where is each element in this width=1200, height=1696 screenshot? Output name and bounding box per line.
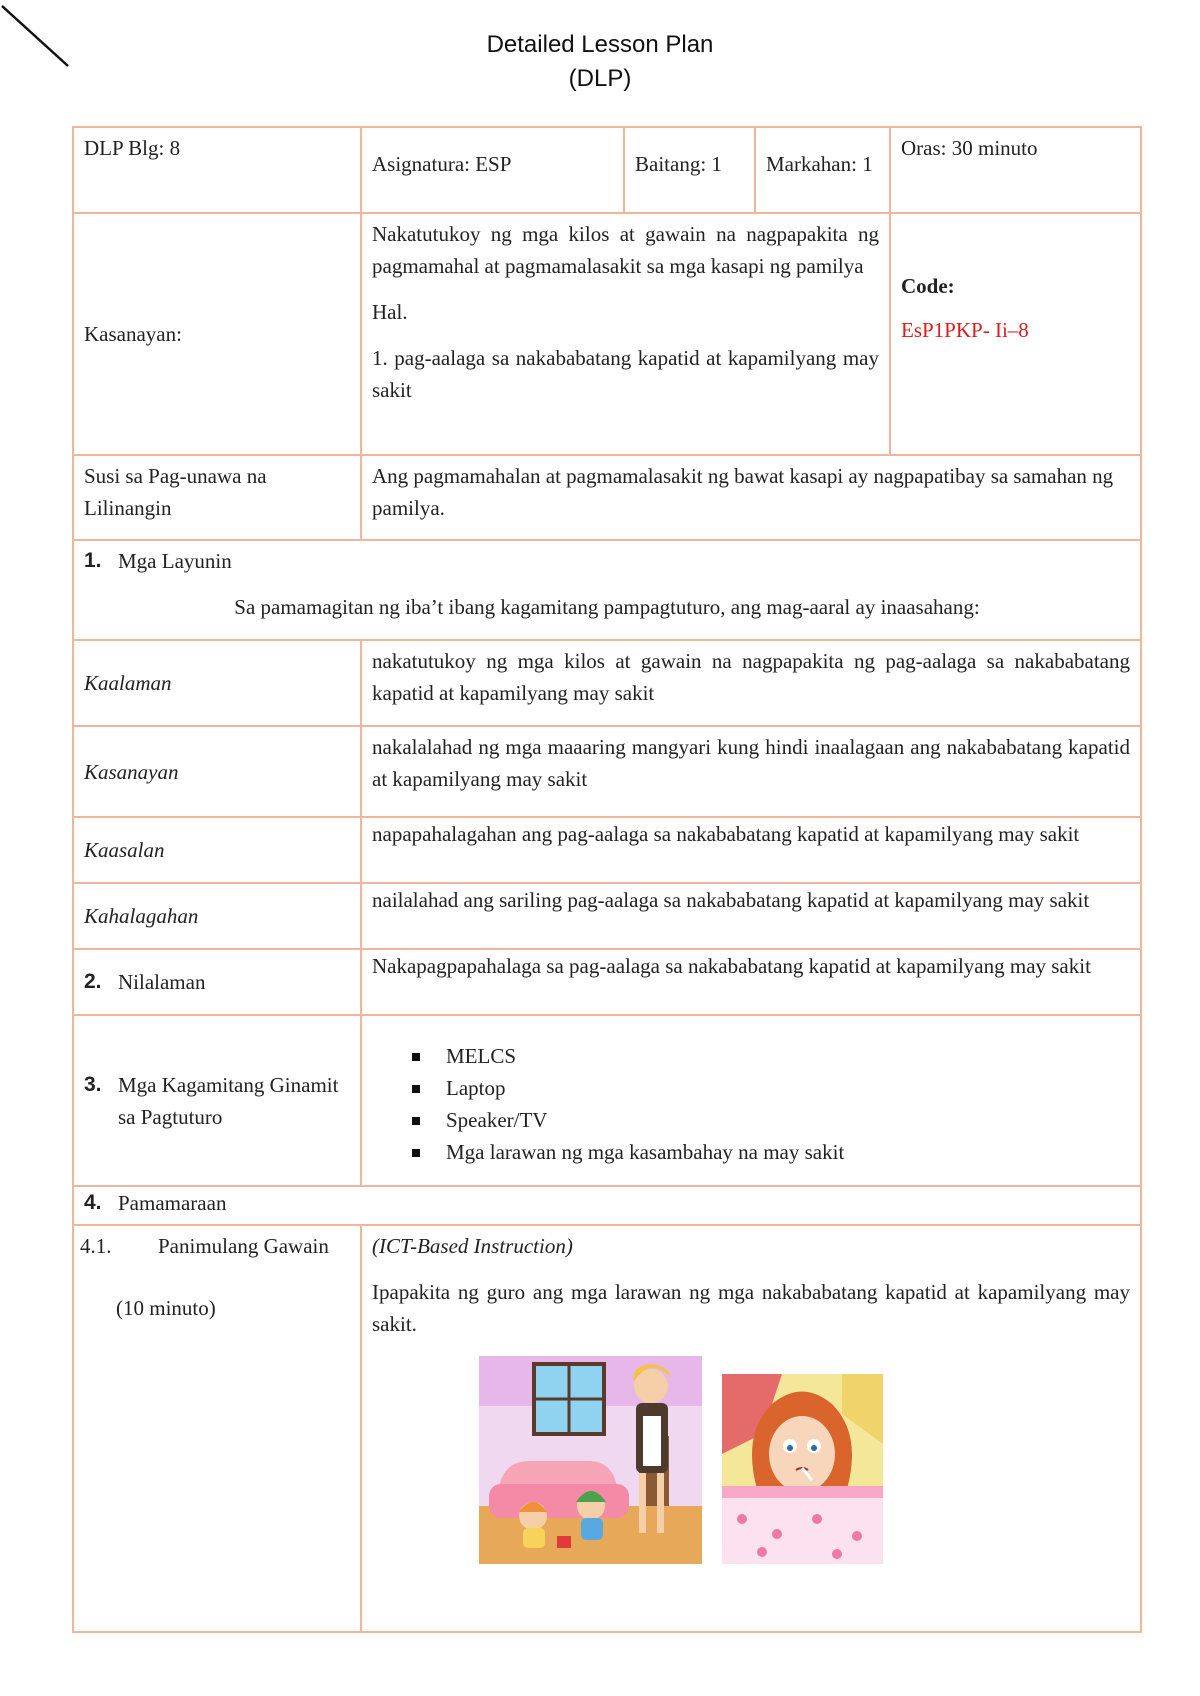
domain-row xyxy=(73,640,1141,726)
panimula-cell xyxy=(73,1225,361,1632)
list-item: Mga larawan ng mga kasambahay na may sakit xyxy=(412,1136,1130,1168)
materials-list xyxy=(372,1040,1130,1168)
nilalaman-cell xyxy=(73,949,361,1015)
nilalaman-text: Nakapagpapahalaga sa pag-aalaga sa nakababatang kapatid at kapamilyang may sakit xyxy=(361,949,1141,1015)
kasanayan-text: Nakatutukoy ng mga kilos at gawain na nagpapakita ng pagmamahal at pagmamalasakit sa mga kasapi ng pamilya xyxy=(372,222,879,278)
list-item: MELCS xyxy=(412,1040,1130,1072)
quarter: Markahan: 1 xyxy=(755,127,890,213)
domain-text: nailalahad ang sariling pag-aalaga sa nakababatang kapatid at kapamilyang may sakit xyxy=(361,883,1141,949)
illustrations xyxy=(372,1356,1130,1576)
kagamitan-heading xyxy=(84,1069,350,1133)
domain-row xyxy=(73,883,1141,949)
title-line-2: (DLP) xyxy=(568,65,632,92)
page-title xyxy=(0,28,1200,96)
layunin-heading xyxy=(84,545,1130,577)
panimula-row xyxy=(73,1225,1141,1632)
panimula-content xyxy=(361,1225,1141,1632)
subject: Asignatura: ESP xyxy=(361,127,624,213)
domain-label: Kasanayan xyxy=(73,726,361,817)
duration: Oras: 30 minuto xyxy=(890,127,1141,213)
layunin-intro: Sa pamamagitan ng iba’t ibang kagamitang pampagtuturo, ang mag-aaral ay inaasahang: xyxy=(234,595,980,619)
pamamaraan-row xyxy=(73,1186,1141,1225)
code-value: EsP1PKP- Ii–8 xyxy=(901,318,1029,342)
kasanayan-row xyxy=(73,213,1141,455)
grade-level: Baitang: 1 xyxy=(624,127,755,213)
panimula-number: 4.1. xyxy=(80,1234,112,1258)
domain-text: nakalalahad ng mga maaaring mangyari kung hindi inaalagaan ang nakababatang kapatid at kapamilyang may sakit xyxy=(361,726,1141,817)
domain-text: napapahalagahan ang pag-aalaga sa nakababatang kapatid at kapamilyang may sakit xyxy=(361,817,1141,883)
kagamitan-number: 3. xyxy=(84,1072,102,1096)
susi-row xyxy=(73,455,1141,540)
info-row xyxy=(73,127,1141,213)
layunin-label: Mga Layunin xyxy=(118,549,232,573)
kasanayan-content xyxy=(361,213,890,455)
panimula-duration: (10 minuto) xyxy=(116,1296,216,1320)
pamamaraan-cell xyxy=(73,1186,1141,1225)
lesson-plan-table xyxy=(72,126,1142,1633)
pamamaraan-label: Pamamaraan xyxy=(118,1191,227,1215)
kagamitan-row xyxy=(73,1015,1141,1186)
sick-girl-illustration xyxy=(722,1374,883,1564)
dlp-number: DLP Blg: 8 xyxy=(73,127,361,213)
nilalaman-heading xyxy=(84,966,350,998)
code-cell xyxy=(890,213,1141,455)
layunin-cell xyxy=(73,540,1141,640)
susi-text: Ang pagmamahalan at pagmamalasakit ng bawat kasapi ay nagpapatibay sa samahan ng pamilya. xyxy=(361,455,1141,540)
list-item: Speaker/TV xyxy=(412,1104,1130,1136)
title-line-1: Detailed Lesson Plan xyxy=(486,31,714,58)
panimula-subtitle: (ICT-Based Instruction) xyxy=(372,1234,573,1258)
pamamaraan-number: 4. xyxy=(84,1191,102,1214)
domain-row xyxy=(73,726,1141,817)
list-item: Laptop xyxy=(412,1072,1130,1104)
nilalaman-label: Nilalaman xyxy=(118,970,206,994)
pamamaraan-heading xyxy=(84,1187,1130,1219)
domain-label: Kaalaman xyxy=(73,640,361,726)
kasanayan-example: 1. pag-aalaga sa nakababatang kapatid at kapamilyang may sakit xyxy=(372,346,879,402)
panimula-label: Panimulang Gawain xyxy=(158,1234,329,1258)
layunin-row xyxy=(73,540,1141,640)
panimula-text: Ipapakita ng guro ang mga larawan ng mga nakababatang kapatid at kapamilyang may sakit. xyxy=(372,1280,1130,1336)
nilalaman-number: 2. xyxy=(84,970,102,993)
susi-label: Susi sa Pag-unawa na Lilinangin xyxy=(73,455,361,540)
domain-label: Kahalagahan xyxy=(73,883,361,949)
nilalaman-row xyxy=(73,949,1141,1015)
domain-label: Kaasalan xyxy=(73,817,361,883)
kagamitan-label: Mga Kagamitang Ginamit sa Pagtuturo xyxy=(118,1072,339,1129)
domain-row xyxy=(73,817,1141,883)
domain-text: nakatutukoy ng mga kilos at gawain na nagpapakita ng pag-aalaga sa nakababatang kapatid at kapamilyang may sakit xyxy=(361,640,1141,726)
kagamitan-list-cell xyxy=(361,1015,1141,1186)
kasanayan-label: Kasanayan: xyxy=(73,213,361,455)
kagamitan-cell xyxy=(73,1015,361,1186)
siblings-illustration xyxy=(479,1356,702,1564)
kasanayan-hal: Hal. xyxy=(372,300,408,324)
layunin-number: 1. xyxy=(84,549,102,572)
panimula-heading xyxy=(80,1230,350,1262)
code-label: Code: xyxy=(901,274,955,298)
